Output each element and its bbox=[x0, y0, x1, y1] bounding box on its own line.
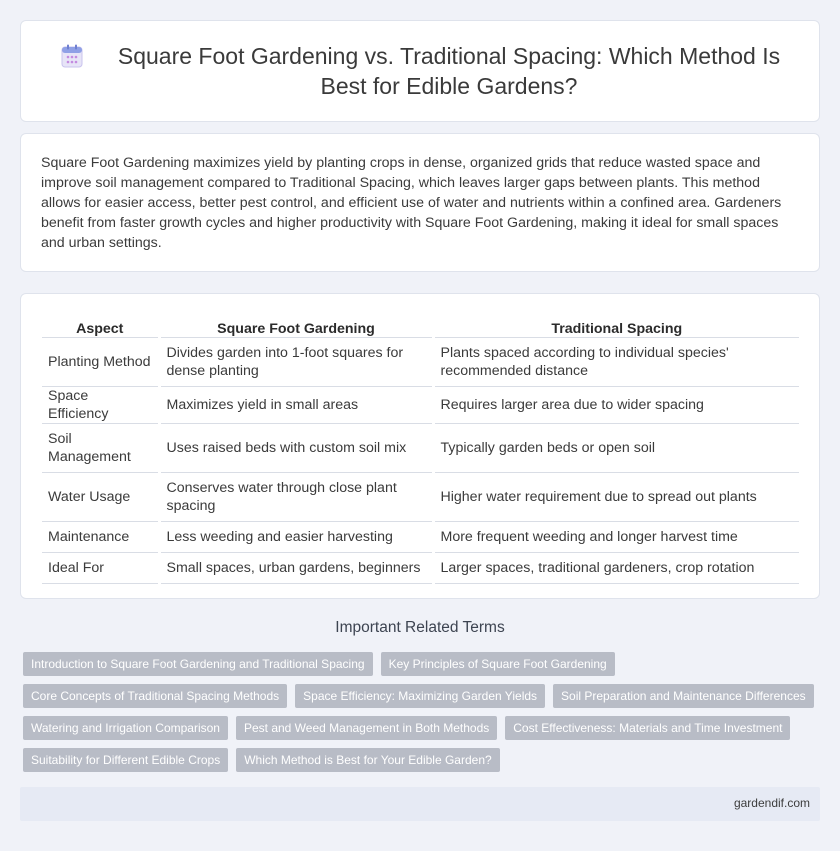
related-term-tag[interactable]: Cost Effectiveness: Materials and Time Investment bbox=[505, 716, 790, 740]
table-cell-traditional: More frequent weeding and longer harvest time bbox=[433, 521, 799, 552]
related-terms-list bbox=[23, 652, 823, 780]
table-cell-square-foot: Divides garden into 1-foot squares for dense planting bbox=[159, 337, 433, 386]
related-term-tag[interactable]: Core Concepts of Traditional Spacing Methods bbox=[23, 684, 287, 708]
table-cell-aspect: Planting Method bbox=[42, 337, 159, 386]
related-term-tag[interactable]: Key Principles of Square Foot Gardening bbox=[381, 652, 615, 676]
table-row bbox=[42, 521, 799, 552]
table-cell-traditional: Plants spaced according to individual species' recommended distance bbox=[433, 337, 799, 386]
footer-domain-link[interactable]: gardendif.com bbox=[733, 796, 810, 810]
table-cell-aspect: Soil Management bbox=[42, 423, 159, 472]
intro-paragraph: Square Foot Gardening maximizes yield by planting crops in dense, organized grids that reduce wasted space and improve soil management compared to Traditional Spacing, which leaves larger gaps between plants. This method allows for easier access, better pest control, and efficient use of water and nutrients within a confined area. Gardeners benefit from faster growth cycles and higher productivity with Square Foot Gardening, making it ideal for small spaces and urban settings. bbox=[41, 155, 782, 251]
table-cell-square-foot: Conserves water through close plant spacing bbox=[159, 472, 433, 521]
table-cell-traditional: Larger spaces, traditional gardeners, crop rotation bbox=[433, 552, 799, 583]
column-header-square-foot: Square Foot Gardening bbox=[159, 315, 433, 337]
table-header-row bbox=[42, 315, 799, 337]
table-row bbox=[42, 386, 799, 423]
header-card bbox=[20, 20, 820, 122]
table-cell-traditional: Typically garden beds or open soil bbox=[433, 423, 799, 472]
table-row bbox=[42, 423, 799, 472]
table-cell-square-foot: Small spaces, urban gardens, beginners bbox=[159, 552, 433, 583]
calendar-icon bbox=[61, 44, 83, 68]
related-term-tag[interactable]: Suitability for Different Edible Crops bbox=[23, 748, 228, 772]
table-row bbox=[42, 472, 799, 521]
table-cell-aspect: Maintenance bbox=[42, 521, 159, 552]
table-cell-aspect: Ideal For bbox=[42, 552, 159, 583]
page-title: Square Foot Gardening vs. Traditional Spacing: Which Method Is Best for Edible Gardens? bbox=[117, 43, 781, 99]
comparison-table bbox=[42, 315, 799, 584]
table-cell-square-foot: Less weeding and easier harvesting bbox=[159, 521, 433, 552]
table-row bbox=[42, 337, 799, 386]
related-terms-heading: Important Related Terms bbox=[335, 619, 505, 636]
column-header-aspect: Aspect bbox=[42, 315, 159, 337]
footer bbox=[20, 787, 820, 821]
comparison-table-card bbox=[20, 293, 820, 599]
related-term-tag[interactable]: Which Method is Best for Your Edible Garden? bbox=[236, 748, 499, 772]
related-term-tag[interactable]: Space Efficiency: Maximizing Garden Yields bbox=[295, 684, 545, 708]
table-cell-aspect: Water Usage bbox=[42, 472, 159, 521]
table-cell-aspect: Space Efficiency bbox=[42, 386, 159, 423]
related-term-tag[interactable]: Watering and Irrigation Comparison bbox=[23, 716, 228, 740]
intro-card bbox=[20, 133, 820, 272]
table-cell-square-foot: Uses raised beds with custom soil mix bbox=[159, 423, 433, 472]
table-row bbox=[42, 552, 799, 583]
related-term-tag[interactable]: Pest and Weed Management in Both Methods bbox=[236, 716, 497, 740]
related-term-tag[interactable]: Soil Preparation and Maintenance Differences bbox=[553, 684, 814, 708]
table-cell-traditional: Requires larger area due to wider spacing bbox=[433, 386, 799, 423]
column-header-traditional: Traditional Spacing bbox=[433, 315, 799, 337]
related-term-tag[interactable]: Introduction to Square Foot Gardening and Traditional Spacing bbox=[23, 652, 373, 676]
table-cell-square-foot: Maximizes yield in small areas bbox=[159, 386, 433, 423]
table-cell-traditional: Higher water requirement due to spread out plants bbox=[433, 472, 799, 521]
